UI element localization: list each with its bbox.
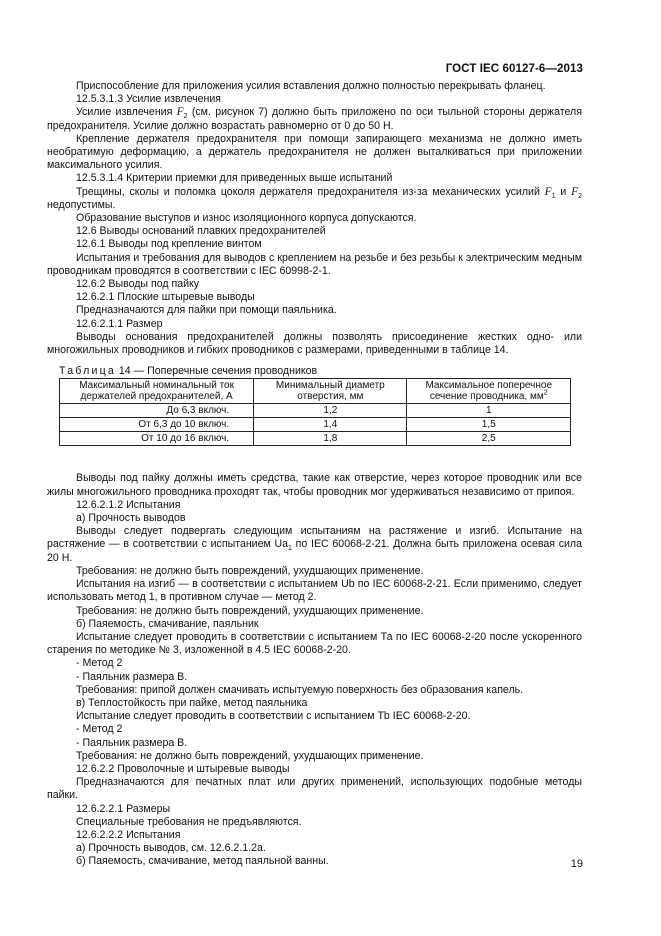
section-heading: 12.6.1 Выводы под крепление винтом <box>76 238 262 251</box>
table-cell: До 6,3 включ. <box>60 404 254 418</box>
paragraph: Испытания и требования для выводов с креплением на резьбе и без резьбы к электрическим медным проводникам проводятся в соответствии с IEC 60998-2-1. <box>47 251 582 277</box>
section-heading: 12.6.2.2 Проволочные и штыревые выводы <box>76 762 290 775</box>
section-heading: 12.6.2.1 Плоские штыревые выводы <box>76 291 255 304</box>
table-caption: Таблица 14 — Поперечные сечения проводников <box>59 365 318 378</box>
conductor-table <box>59 378 571 446</box>
table-row <box>60 432 571 446</box>
table-cell: 1,5 <box>407 418 571 432</box>
page-number: 19 <box>570 858 583 870</box>
section-heading: 12.6 Выводы оснований плавких предохранителей <box>76 225 326 238</box>
section-heading: 12.6.2.1.2 Испытания <box>76 498 181 511</box>
list-item: б) Паяемость, смачивание, паяльник <box>76 617 259 630</box>
paragraph: Предназначаются для печатных плат или других применений, использующих подобные методы пайки. <box>47 776 582 802</box>
list-item: - Паяльник размера В. <box>76 670 188 683</box>
table-cell: 1,2 <box>254 404 407 418</box>
table-header-cell: Максимальное поперечное сечение проводника, $мм^2$ <box>407 379 571 404</box>
table-cell: 1,8 <box>254 432 407 446</box>
paragraph: Приспособление для приложения усилия вставления должно полностью перекрывать фланец. <box>76 80 546 92</box>
paragraph: Трещины, сколы и поломка цоколя держателя предохранителя из-за механических усилий $F_1$ и $F_2$ недопустимы. <box>47 185 582 211</box>
paragraph: Требования: не должно быть повреждений, ухудшающих применение. <box>76 564 424 577</box>
section-heading: 12.6.2.2.1 Размеры <box>76 802 171 815</box>
paragraph: Испытание следует проводить в соответствии с испытанием Tb IEC 60068-2-20. <box>76 710 471 723</box>
paragraph: Образование выступов и износ изоляционного корпуса допускаются. <box>76 212 417 225</box>
list-item: в) Теплостойкость при пайке, метод паяльника <box>76 696 308 709</box>
section-heading: 12.6.2.1.1 Размер <box>76 317 163 330</box>
table-cell: 1 <box>407 404 571 418</box>
paragraph: Выводы под пайку должны иметь средства, такие как отверстие, через которое проводник или все жилы многожильного проводника проходят так, чтобы проводник мог удерживаться независимо от припоя. <box>47 472 582 498</box>
table-cell: От 6,3 до 10 включ. <box>60 418 254 432</box>
paragraph: Требования: не должно быть повреждений, ухудшающих применение. <box>76 749 424 762</box>
paragraph: Предназначаются для пайки при помощи паяльника. <box>76 304 337 317</box>
paragraph: Усилие извлечения $F_2$ (см. рисунок 7) должно быть приложено по оси тыльной стороны держателя предохранителя. Усилие должно возрастать равномерно от 0 до 50 Н. <box>47 106 582 132</box>
table-cell: 2,5 <box>407 432 571 446</box>
list-item: - Метод 2 <box>76 657 123 670</box>
list-item: - Метод 2 <box>76 723 123 736</box>
paragraph: Испытание следует проводить в соответствии с испытанием Та по IEC 60068-2-20 после ускоренного старения по методике № 3, изложенной в 4.5 IEC 60068-2-20. <box>47 630 582 657</box>
paragraph: Выводы основания предохранителей должны позволять присоединение жестких одно- или многожильных проводников и гибких проводников с размерами, приведенными в таблице 14. <box>47 330 582 357</box>
paragraph: Крепление держателя предохранителя при помощи запирающего механизма не должно иметь необратимую деформацию, а держатель предохранителя не должен выталкиваться при приложении максимального усилия. <box>47 132 582 172</box>
table-row <box>60 418 571 432</box>
paragraph: Требования: не должно быть повреждений, ухудшающих применение. <box>76 604 424 617</box>
section-heading: 12.5.3.1.4 Критерии приемки для приведенных выше испытаний <box>76 172 393 185</box>
paragraph: Требования: припой должен смачивать испытуемую поверхность без образования капель. <box>76 683 524 696</box>
table-cell: От 10 до 16 включ. <box>60 432 254 446</box>
document-body <box>47 80 582 869</box>
list-item: а) Прочность выводов, см. 12.6.2.1.2а. <box>76 842 266 855</box>
list-item: б) Паяемость, смачивание, метод паяльной ванны. <box>76 855 329 868</box>
table-header-cell: Минимальный диаметр отверстия, мм <box>254 379 407 404</box>
document-header: ГОСТ IEC 60127-6—2013 <box>445 63 583 75</box>
list-item: а) Прочность выводов <box>76 512 186 525</box>
list-item: - Паяльник размера В. <box>76 736 188 749</box>
paragraph: Испытания на изгиб — в соответствии с испытанием Ub по IEC 60068-2-21. Если применимо, следует использовать метод 1, в противном случае — метод 2. <box>47 578 582 604</box>
table-row <box>60 404 571 418</box>
table-header-cell: Максимальный номинальный ток держателей предохранителей, А <box>60 379 254 404</box>
table-header-row <box>60 379 571 404</box>
paragraph: Выводы следует подвергать следующим испытаниям на растяжение и изгиб. Испытание на растяжение — в соответствии с испытанием $Ua_1$ по IEC 60068-2-21. Должна быть приложена осевая сила 20 Н. <box>47 525 583 564</box>
paragraph: Специальные требования не предъявляются. <box>76 815 302 828</box>
section-heading: 12.6.2 Выводы под пайку <box>76 278 200 291</box>
table-cell: 1,4 <box>254 418 407 432</box>
section-heading: 12.6.2.2.2 Испытания <box>76 828 181 841</box>
section-heading: 12.5.3.1.3 Усилие извлечения <box>76 93 222 106</box>
